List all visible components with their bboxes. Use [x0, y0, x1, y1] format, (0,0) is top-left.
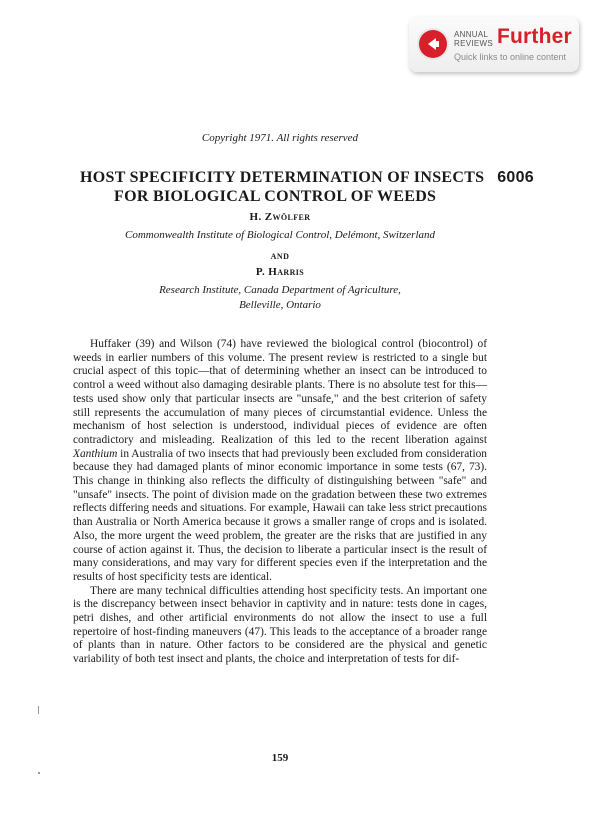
- further-banner[interactable]: [409, 17, 579, 72]
- paragraph-1-text-a: Huffaker (39) and Wilson (74) have reviewed the biological control (biocontrol) of weeds in earlier numbers of this volume. The present review is restricted to a single but crucial aspect of this topic—that of determining whether an insect can be introduced to control a weed without also damaging desirable plants. There is no absolute test for this—tests used show only that particular insects are "unsafe," and the best criterion of safety still represents the accumulation of many pieces of circumstantial evidence. Unless the mechanism of host selection is understood, individual pieces of evidence are often contradictory and misleading. Realization of this led to the recent liberation against: [73, 338, 487, 446]
- annual-reviews-logo: [454, 30, 493, 48]
- author-2: P. Harris: [255, 266, 305, 278]
- further-label: Further: [497, 25, 572, 48]
- article-title: [80, 168, 540, 206]
- quick-links-text: Quick links to online content: [454, 52, 567, 62]
- species-name: Xanthium: [73, 447, 118, 460]
- affiliation-2-line-2: Belleville, Ontario: [239, 299, 321, 311]
- paragraph-2-text: There are many technical difficulties attending host specificity tests. An important one is the discrepancy between insect behavior in captivity and in nature: tests done in cages, petri dishes, and other artificial environments do not allow the insect to use a full repertoire of host-finding maneuvers (47). This leads to the acceptance of a broader range of plants than in nature. Other factors to be considered are the physical and genetic variability of both test insect and plants, the choice and interpretation of tests for dif-: [73, 584, 487, 666]
- margin-dot: [38, 772, 40, 774]
- affiliation-1: Commonwealth Institute of Biological Control, Delémont, Switzerland: [124, 229, 436, 241]
- article-body: [73, 338, 487, 667]
- margin-mark: [38, 706, 39, 714]
- page-number: 159: [271, 752, 289, 764]
- back-arrow-icon: [419, 30, 447, 58]
- copyright-notice: Copyright 1971. All rights reserved: [201, 132, 359, 144]
- paragraph-1: [73, 338, 487, 585]
- logo-annual: ANNUAL: [454, 30, 489, 39]
- paragraph-1-text-b: in Australia of two insects that had previously been excluded from consideration because they had damaged plants of minor economic importance in some tests (67, 73). This change in thinking also reflects the difficulty of distinguishing between "safe" and "unsafe" insects. The point of division made on the gradation between these two extremes reflects differing needs and situations. For example, Hawaii can take less strict precautions than Australia or North America because it grows a smaller range of crops and is isolated. Also, the more urgent the weed problem, the greater are the risks that are justified in any course of action against it. Thus, the decision to liberate a particular insect is the result of many considerations, and may vary for different species even if the interpretation and the results of host specificity tests are identical.: [73, 447, 487, 583]
- title-line-1: HOST SPECIFICITY DETERMINATION OF INSECTS: [80, 169, 485, 186]
- logo-reviews: REVIEWS: [454, 39, 493, 48]
- title-line-2: FOR BIOLOGICAL CONTROL OF WEEDS: [114, 188, 437, 205]
- affiliation-2-line-1: Research Institute, Canada Department of Agriculture,: [159, 284, 401, 296]
- paragraph-2: [73, 585, 487, 667]
- author-1: H. Zwölfer: [249, 211, 311, 223]
- article-number: 6006: [497, 169, 534, 186]
- and-separator: AND: [270, 252, 290, 261]
